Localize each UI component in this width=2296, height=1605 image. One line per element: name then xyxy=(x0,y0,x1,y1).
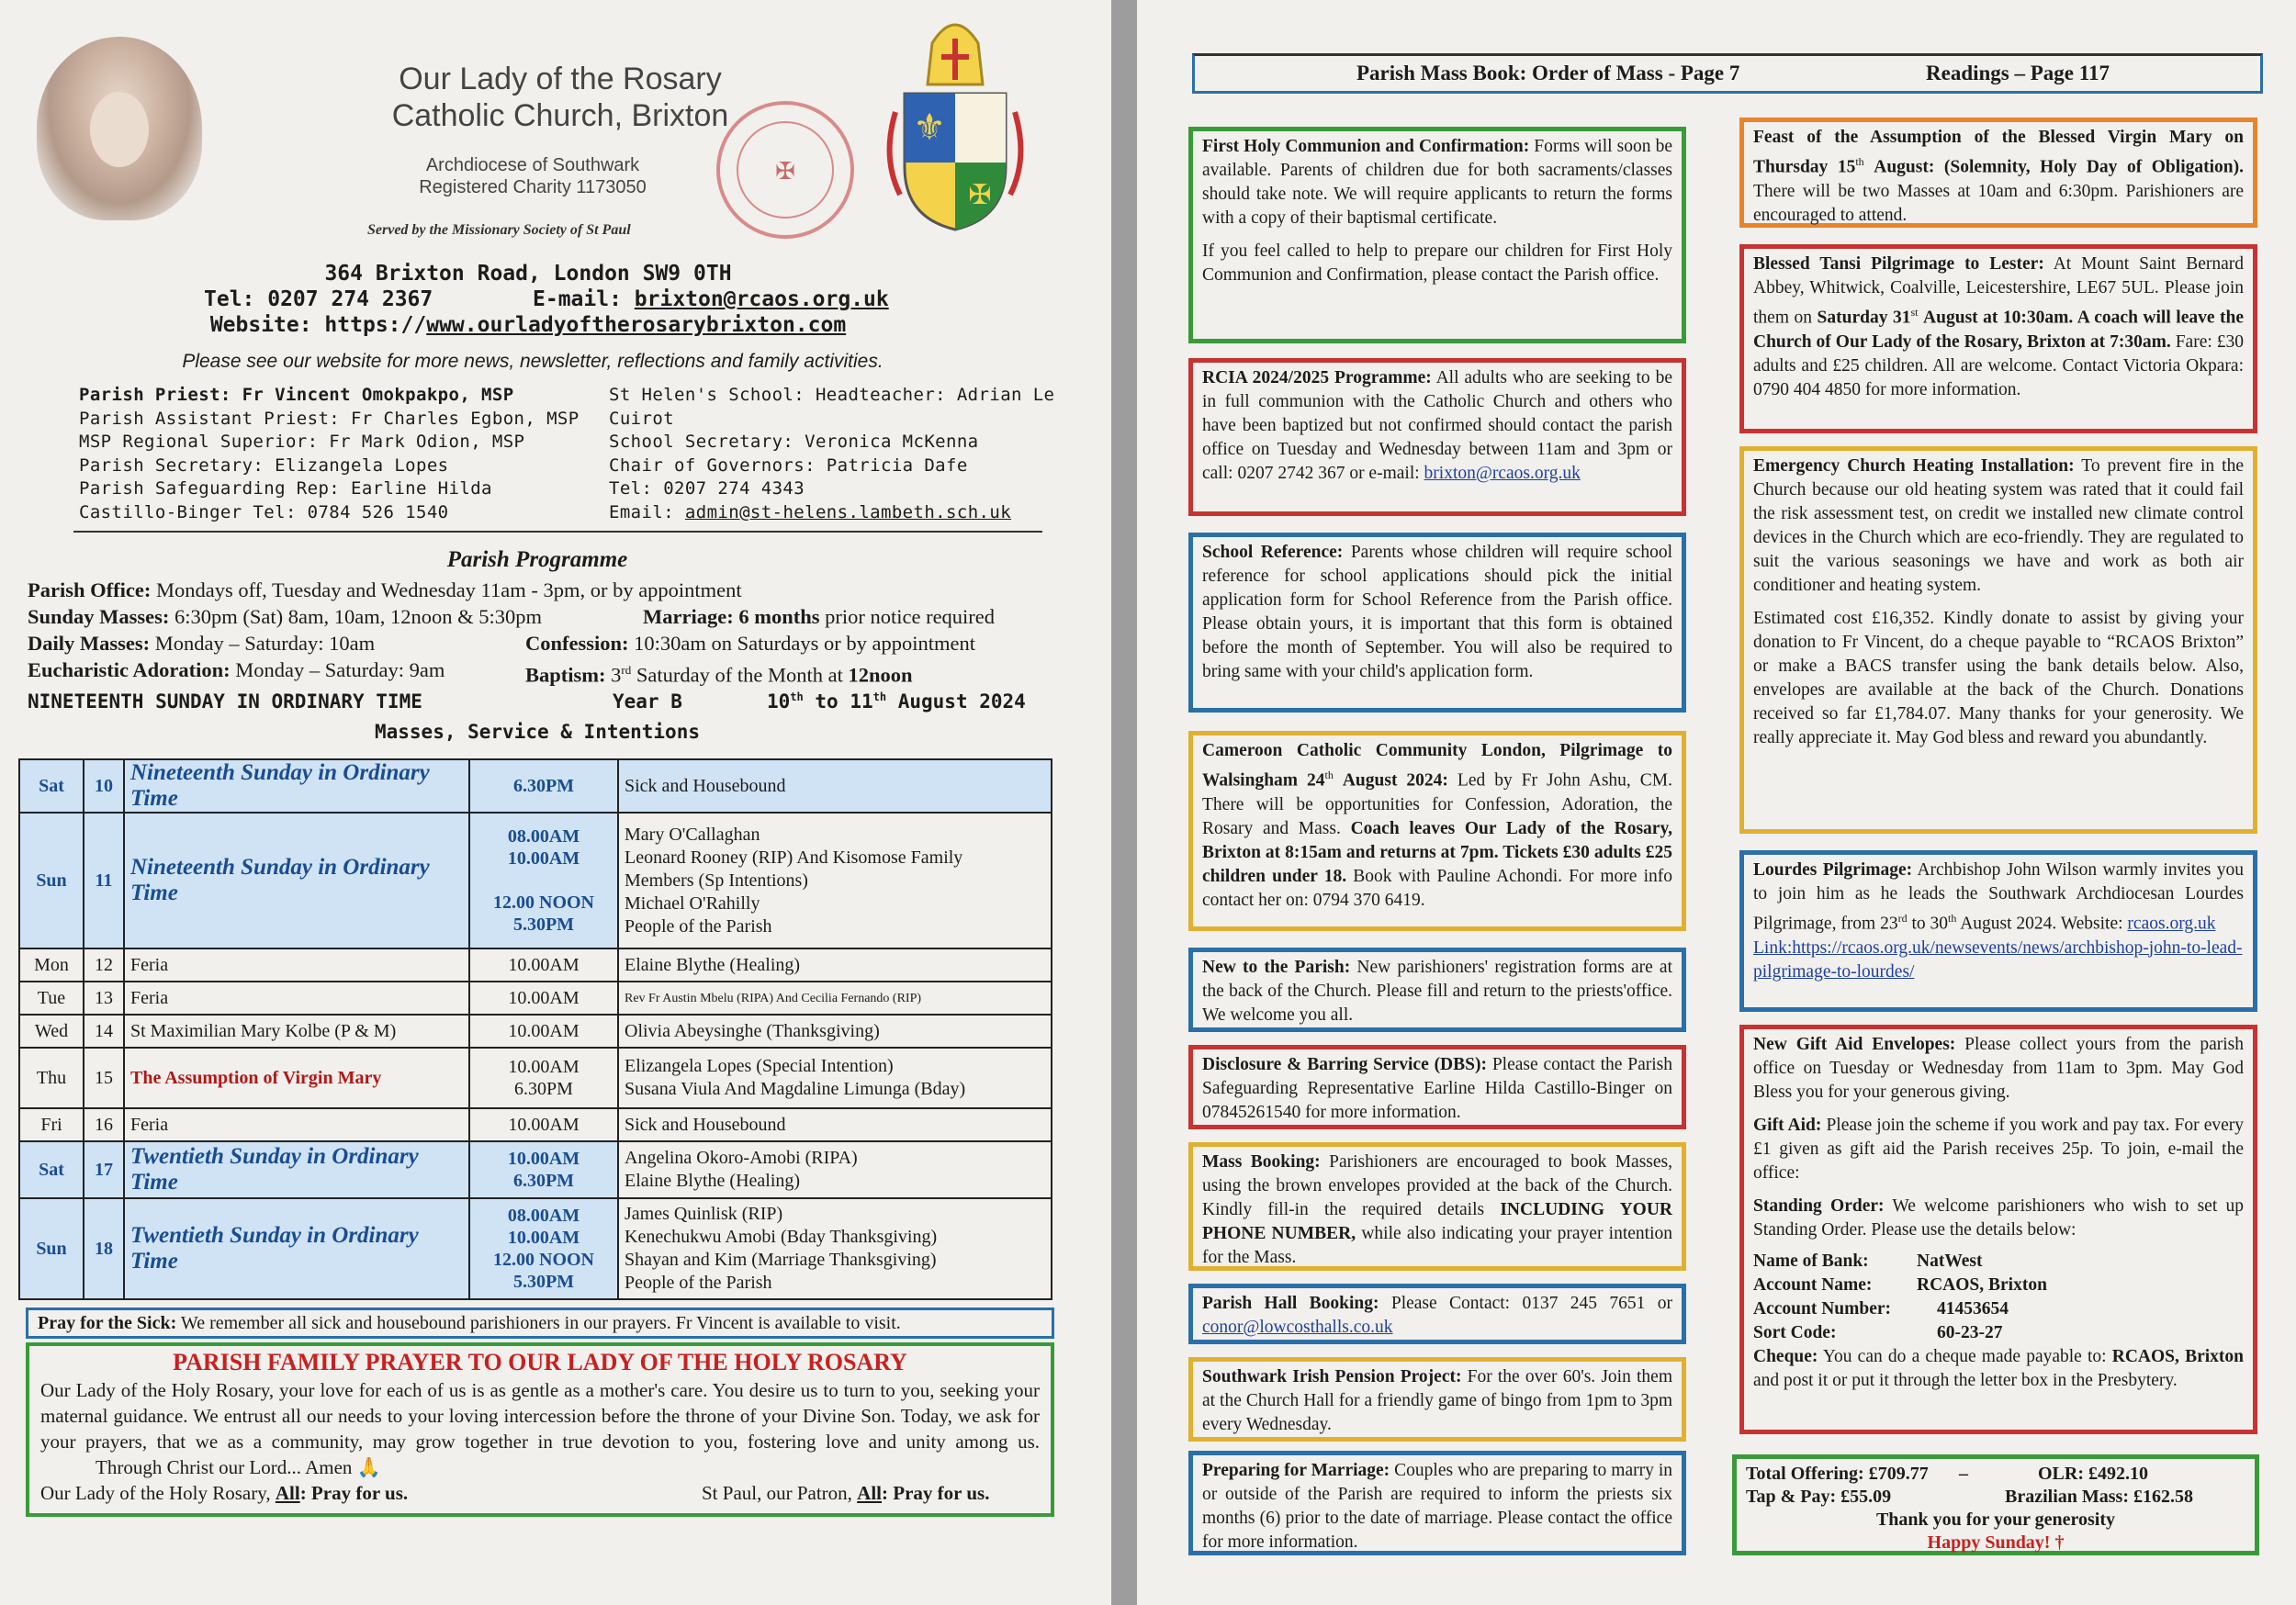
date-cell: 13 xyxy=(84,982,124,1015)
table-row xyxy=(19,759,1052,813)
church-email-link[interactable]: brixton@rcaos.org.uk xyxy=(634,287,889,311)
day-cell: Mon xyxy=(19,948,84,982)
staff-line: School Secretary: Veronica McKenna xyxy=(609,432,979,452)
cameroon-pilgrimage-box: Cameroon Catholic Community London, Pilgrimage to Walsingham 24th August 2024: Led by Fr John Ashu, CM. There will be opportunities for Confession, Adoration, the Rosary and Mass. Coach leaves Our Lady of the Rosary, Brixton at 8:15am and returns at 7pm. Tickets £30 adults £25 children under 18. Book with Pauline Achondi. For more info contact her on: 0794 370 6419. xyxy=(1188,731,1686,931)
intention-cell: Sick and Housebound xyxy=(618,1108,1052,1141)
lourdes-article-link[interactable]: https://rcaos.org.uk/newsevents/news/archbishop-john-to-lead-pilgrimage-to-lourdes/ xyxy=(1753,937,2243,982)
school-staff-list xyxy=(609,384,1054,524)
left-page xyxy=(0,0,1111,1605)
tansi-pilgrimage-box: Blessed Tansi Pilgrimage to Lester: At Mount Saint Bernard Abbey, Whitwick, Coalville, Leicestershire, LE67 5UL. Please join them on Saturday 31st August at 10:30am. A coach will leave the Church of Our Lady of the Rosary, Brixton at 7:30am. Fare: £30 adults and £25 children. All are welcome. Contact Victoria Okpara: 0790 404 4850 for more information. xyxy=(1739,244,2257,433)
school-email-link[interactable]: admin@st-helens.lambeth.sch.uk xyxy=(684,501,1012,522)
date-cell: 15 xyxy=(84,1048,124,1108)
parish-hall-box: Parish Hall Booking: Please Contact: 0137 245 7651 or conor@lowcosthalls.co.uk xyxy=(1188,1284,1686,1344)
pray-for-sick-box: Pray for the Sick: We remember all sick and housebound parishioners in our prayers. Fr Vincent is available to visit. xyxy=(26,1308,1054,1339)
day-cell: Thu xyxy=(19,1048,84,1108)
rcia-email-link[interactable]: brixton@rcaos.org.uk xyxy=(1424,464,1581,483)
school-email-row: Email: admin@st-helens.lambeth.sch.uk xyxy=(609,501,1012,522)
table-row xyxy=(19,1198,1052,1299)
msp-seal: ✠ xyxy=(716,101,854,239)
offering-box: Total Offering: £709.77 – OLR: £492.10 Tap & Pay: £55.09 Brazilian Mass: £162.58 Thank you for your generosity Happy Sunday! † xyxy=(1732,1454,2259,1555)
staff-line: Castillo-Binger Tel: 0784 526 1540 xyxy=(79,501,449,522)
masses-title: Masses, Service & Intentions xyxy=(374,721,700,743)
marriage-prep-box: Preparing for Marriage: Couples who are preparing to marry in or outside of the Parish are required to inform the priests six months (6) prior to the date of marriage. Please contact the office for more information. xyxy=(1188,1451,1686,1555)
liturgy-cell: Feria xyxy=(124,1108,469,1141)
liturgy-cell: The Assumption of Virgin Mary xyxy=(124,1048,469,1108)
parish-programme xyxy=(28,577,1056,687)
time-cell: 6.30PM xyxy=(469,759,618,813)
liturgy-cell: Twentieth Sunday in Ordinary Time xyxy=(124,1141,469,1198)
parish-staff-list xyxy=(79,384,580,524)
liturgy-cell: Twentieth Sunday in Ordinary Time xyxy=(124,1198,469,1299)
our-lady-portrait xyxy=(37,37,202,220)
table-row xyxy=(19,1048,1052,1108)
website-note: Please see our website for more news, newsletter, reflections and family activities. xyxy=(182,351,884,372)
staff-line: MSP Regional Superior: Fr Mark Odion, MSP xyxy=(79,432,525,452)
programme-title: Parish Programme xyxy=(446,547,628,572)
day-cell: Tue xyxy=(19,982,84,1015)
header-divider xyxy=(73,531,1042,533)
prayer-closing: Our Lady of the Holy Rosary, All: Pray for us. St Paul, our Patron, All: Pray for us. xyxy=(40,1482,990,1504)
time-cell: 10.00AM 6.30PM xyxy=(469,1048,618,1108)
rcia-box: RCIA 2024/2025 Programme: All adults who are seeking to be in full communion with the Catholic Church and others who have been baptized but not confirmed should contact the parish office on Tuesday and Wednesday between 11am and 3pm or call: 0207 2742 367 or e-mail: brixton@rcaos.org.uk xyxy=(1188,358,1686,516)
mass-book-banner: Parish Mass Book: Order of Mass - Page 7 Readings – Page 117 xyxy=(1192,53,2263,94)
date-cell: 10 xyxy=(84,759,124,813)
lourdes-pilgrimage-box: Lourdes Pilgrimage: Archbishop John Wilson warmly invites you to join him as he leads the Southwark Archdiocesan Lourdes Pilgrimage, from 23rd to 30th August 2024. Website: rcaos.org.uk Link:https://rcaos.org.uk/newsevents/news/archbishop-john-to-lead-pilgrimage-to-lourdes/ xyxy=(1739,850,2257,1012)
time-cell: 08.00AM 10.00AM 12.00 NOON 5.30PM xyxy=(469,813,618,948)
church-website-row: Website: https://www.ourladyoftherosarybrixton.com xyxy=(209,313,847,337)
staff-line: St Helen's School: Headteacher: Adrian Le xyxy=(609,385,1055,405)
liturgical-year: Year B xyxy=(613,690,682,713)
hall-email-link[interactable]: conor@lowcosthalls.co.uk xyxy=(1202,1318,1393,1337)
staff-line: Parish Assistant Priest: Fr Charles Egbon, MSP xyxy=(79,408,580,429)
staff-line: Tel: 0207 274 4343 xyxy=(609,478,805,499)
intention-cell: James Quinlisk (RIP) Kenechukwu Amobi (Bday Thanksgiving) Shayan and Kim (Marriage Thanksgiving) People of the Parish xyxy=(618,1198,1052,1299)
date-cell: 14 xyxy=(84,1015,124,1048)
intention-cell: Sick and Housebound xyxy=(618,759,1052,813)
office-hours: Parish Office: Mondays off, Tuesday and Wednesday 11am - 3pm, or by appointment xyxy=(28,578,742,601)
first-communion-box: First Holy Communion and Confirmation: Forms will soon be available. Parents of children due for both sacraments/classes should take note. We will require applicants to return the forms with a copy of their baptismal certificate. If you feel called to help to prepare our children for First Holy Communion and Confirmation, please contact the Parish office. xyxy=(1188,127,1686,343)
liturgy-cell: Feria xyxy=(124,948,469,982)
day-cell: Sat xyxy=(19,759,84,813)
bank-details: Name of Bank: NatWest Account Name: RCAOS, Brixton Account Number: 41453654 Sort Code: 60-23-27 xyxy=(1753,1251,2047,1342)
date-cell: 18 xyxy=(84,1198,124,1299)
prayer-text: Our Lady of the Holy Rosary, your love for each of us is as gentle as a mother's care. You desire us to turn to you, seeking your maternal guidance. We entrust all our needs to your loving intercession before the throne of your Divine Son. Today, we ask for your prayers, that we as a community, may grow together in true devotion to you, fostering love and unity among us. Through Christ our Lord... Amen 🙏 xyxy=(40,1379,1040,1478)
table-row xyxy=(19,1015,1052,1048)
adoration: Eucharistic Adoration: Monday – Saturday: 9am Baptism: 3rd Saturday of the Month at 12noon xyxy=(28,658,913,687)
church-address: 364 Brixton Road, London SW9 0TH xyxy=(324,262,732,286)
liturgy-cell: Nineteenth Sunday in Ordinary Time xyxy=(124,759,469,813)
praying-hands-icon: 🙏 xyxy=(356,1456,381,1478)
right-page xyxy=(1137,0,2296,1605)
time-cell: 08.00AM 10.00AM 12.00 NOON 5.30PM xyxy=(469,1198,618,1299)
svg-text:⚜: ⚜ xyxy=(913,107,946,148)
served-by: Served by the Missionary Society of St Paul xyxy=(367,222,631,238)
heating-appeal-box: Emergency Church Heating Installation: To prevent fire in the Church because our old heating system was rated that it could fail the risk assessment test, on credit we installed new climate control devices in the Church which are eco-friendly. They are regulated to suit the various seasonings we have and work as both air conditioner and heating system. Estimated cost £16,352. Kindly donate to assist by giving your donation to Fr Vincent, do a cheque payable to “RCAOS Brixton” or make a BACS transfer using the bank details below. Also, envelopes are available at the back of the Church. Donations received so far £1,784.07. Many thanks for your generosity. We really appreciate it. May God bless and reward you abundantly. xyxy=(1739,446,2257,834)
day-cell: Sat xyxy=(19,1141,84,1198)
staff-line: Parish Priest: Fr Vincent Omokpakpo, MSP xyxy=(79,385,514,405)
staff-line: Cuirot xyxy=(609,408,675,429)
prayer-title: PARISH FAMILY PRAYER TO OUR LADY OF THE HOLY ROSARY xyxy=(173,1349,907,1375)
time-cell: 10.00AM 6.30PM xyxy=(469,1141,618,1198)
liturgy-cell: Nineteenth Sunday in Ordinary Time xyxy=(124,813,469,948)
lourdes-site-link[interactable]: rcaos.org.uk xyxy=(2127,914,2216,934)
parish-prayer-box xyxy=(26,1342,1054,1517)
date-cell: 11 xyxy=(84,813,124,948)
liturgy-cell: St Maximilian Mary Kolbe (P & M) xyxy=(124,1015,469,1048)
liturgy-cell: Feria xyxy=(124,982,469,1015)
sunday-title: NINETEENTH SUNDAY IN ORDINARY TIME xyxy=(28,690,422,713)
intention-cell: Rev Fr Austin Mbelu (RIPA) And Cecilia Fernando (RIP) xyxy=(618,982,1052,1015)
church-name: Our Lady of the Rosary Catholic Church, Brixton xyxy=(391,62,729,133)
archdiocese-info: Archdiocese of Southwark Registered Charity 1173050 xyxy=(419,155,647,197)
intention-cell: Mary O'Callaghan Leonard Rooney (RIP) And Kisomose Family Members (Sp Intentions) Michael O'Rahilly People of the Parish xyxy=(618,813,1052,948)
archdiocese-coat-of-arms xyxy=(877,11,1033,231)
table-row xyxy=(19,948,1052,982)
date-cell: 17 xyxy=(84,1141,124,1198)
irish-pension-box: Southwark Irish Pension Project: For the over 60's. Join them at the Church Hall for a friendly game of bingo from 1pm to 3pm every Wednesday. xyxy=(1188,1357,1686,1442)
mass-schedule-table xyxy=(18,758,1052,1300)
date-cell: 12 xyxy=(84,948,124,982)
intention-cell: Angelina Okoro-Amobi (RIPA) Elaine Blythe (Healing) xyxy=(618,1141,1052,1198)
time-cell: 10.00AM xyxy=(469,1108,618,1141)
intention-cell: Elizangela Lopes (Special Intention) Susana Viula And Magdaline Limunga (Bday) xyxy=(618,1048,1052,1108)
table-row xyxy=(19,1141,1052,1198)
day-cell: Sun xyxy=(19,1198,84,1299)
daily-masses: Daily Masses: Monday – Saturday: 10am Confession: 10:30am on Saturdays or by appointment xyxy=(28,632,975,655)
intention-cell: Olivia Abeysinghe (Thanksgiving) xyxy=(618,1015,1052,1048)
church-email-row: E-mail: brixton@rcaos.org.uk xyxy=(533,287,889,311)
day-cell: Sun xyxy=(19,813,84,948)
day-cell: Fri xyxy=(19,1108,84,1141)
date-cell: 16 xyxy=(84,1108,124,1141)
staff-line: Parish Safeguarding Rep: Earline Hilda xyxy=(79,478,492,499)
assumption-box: Feast of the Assumption of the Blessed Virgin Mary on Thursday 15th August: (Solemnity, Holy Day of Obligation). There will be two Masses at 10am and 6:30pm. Parishioners are encouraged to attend. xyxy=(1739,118,2257,228)
school-reference-box: School Reference: Parents whose children will require school reference for school applications should pick the initial application form for School Reference from the Parish office. Please obtain yours, it is important that this form is obtained before the month of September. You will also be required to bring same with your child's application form. xyxy=(1188,533,1686,713)
bulletin-dates: 10th to 11th August 2024 xyxy=(767,690,1026,713)
svg-text:✠: ✠ xyxy=(968,180,992,210)
dbs-box: Disclosure & Barring Service (DBS): Please contact the Parish Safeguarding Representative Earline Hilda Castillo-Binger on 07845261540 for more information. xyxy=(1188,1045,1686,1129)
time-cell: 10.00AM xyxy=(469,948,618,982)
gift-aid-box: New Gift Aid Envelopes: Please collect yours from the parish office on Tuesday or Wednesday from 11am to 3pm. May God Bless you for your generous giving. Gift Aid: Please join the scheme if you work and pay tax. For every £1 given as gift aid the Parish receives 25p. To join, e-mail the office: Standing Order: We welcome parishioners who wish to set up Standing Order. Please use the details below: Name of Bank: NatWest Account Name: RCAOS, Brixton Account Number: 41453654 Sort Code: 60-23-27 Cheque: You can do a cheque made payable to: RCAOS, Brixton and post it or put it through the letter box in the Presbytery. xyxy=(1739,1025,2257,1434)
time-cell: 10.00AM xyxy=(469,982,618,1015)
page-gutter xyxy=(1111,0,1137,1605)
time-cell: 10.00AM xyxy=(469,1015,618,1048)
table-row xyxy=(19,1108,1052,1141)
mass-booking-box: Mass Booking: Parishioners are encouraged to book Masses, using the brown envelopes provided at the back of the Church. Kindly fill-in the required details INCLUDING YOUR PHONE NUMBER, while also indicating your prayer intention for the Mass. xyxy=(1188,1142,1686,1271)
day-cell: Wed xyxy=(19,1015,84,1048)
intention-cell: Elaine Blythe (Healing) xyxy=(618,948,1052,982)
new-parishioners-box: New to the Parish: New parishioners' registration forms are at the back of the Church. Please fill and return to the priests'office. We welcome you all. xyxy=(1188,948,1686,1032)
staff-line: Chair of Governors: Patricia Dafe xyxy=(609,455,968,476)
sunday-masses: Sunday Masses: 6:30pm (Sat) 8am, 10am, 12noon & 5:30pm Marriage: 6 months prior notice required xyxy=(28,605,996,628)
church-website-link[interactable]: www.ourladyoftherosarybrixton.com xyxy=(426,313,847,337)
church-phone: Tel: 0207 274 2367 xyxy=(204,287,433,311)
table-row xyxy=(19,982,1052,1015)
staff-line: Parish Secretary: Elizangela Lopes xyxy=(79,455,449,476)
table-row xyxy=(19,813,1052,948)
